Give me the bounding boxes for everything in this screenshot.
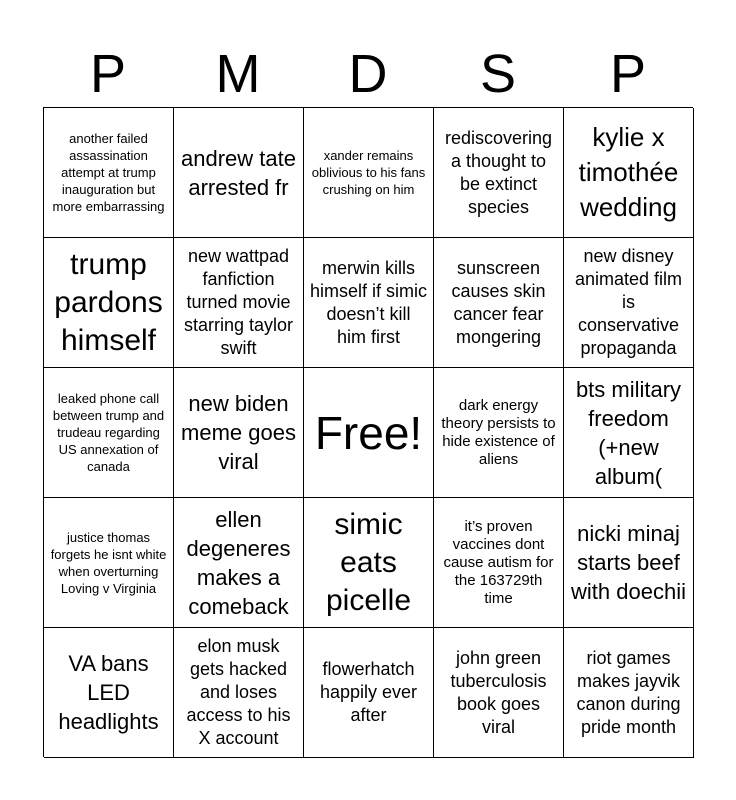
bingo-cell[interactable]: [434, 628, 564, 758]
cell-text: new wattpad fanfiction turned movie starring taylor swift: [183, 246, 294, 358]
bingo-cell[interactable]: [304, 108, 434, 238]
cell-text: riot games makes jayvik canon during pride month: [576, 647, 681, 737]
bingo-board: [43, 107, 693, 757]
cell-text: john green tuberculosis book goes viral: [450, 647, 547, 737]
cell-text: flowerhatch happily ever after: [319, 659, 418, 725]
cell-text: new disney animated film is conservative propaganda: [574, 246, 683, 358]
cell-text: kylie x timothée wedding: [578, 122, 679, 222]
bingo-cell[interactable]: [44, 238, 174, 368]
cell-text: new biden meme goes viral: [181, 391, 296, 474]
cell-text: trump pardons himself: [54, 247, 163, 357]
header-letter-1: P: [89, 44, 127, 104]
bingo-cell[interactable]: [434, 498, 564, 628]
bingo-cell[interactable]: [174, 628, 304, 758]
bingo-cell[interactable]: [44, 368, 174, 498]
bingo-cell[interactable]: [174, 108, 304, 238]
cell-text: another failed assassination attempt at trump inauguration but more embarrassing: [52, 131, 165, 214]
bingo-cell[interactable]: [564, 498, 694, 628]
bingo-cell[interactable]: [434, 108, 564, 238]
cell-text: VA bans LED headlights: [58, 651, 159, 734]
cell-text: xander remains oblivious to his fans crushing on him: [311, 148, 426, 197]
cell-text: justice thomas forgets he isnt white when overturning Loving v Virginia: [50, 529, 167, 596]
cell-text: merwin kills himself if simic doesn’t kill him first: [310, 257, 428, 347]
bingo-cell[interactable]: [44, 108, 174, 238]
cell-text: nicki minaj starts beef with doechii: [571, 521, 686, 604]
bingo-cell[interactable]: [564, 368, 694, 498]
header-letter-3: D: [348, 44, 388, 104]
bingo-cell[interactable]: [44, 498, 174, 628]
header-letter-2: M: [215, 44, 261, 104]
bingo-cell[interactable]: [44, 628, 174, 758]
free-space-cell[interactable]: [304, 368, 434, 498]
bingo-cell[interactable]: [304, 498, 434, 628]
bingo-cell[interactable]: [174, 498, 304, 628]
cell-text: dark energy theory persists to hide existence of aliens: [441, 396, 556, 468]
cell-text: leaked phone call between trump and trudeau regarding US annexation of canada: [52, 391, 165, 474]
header-letter-5: P: [609, 44, 647, 104]
bingo-cell[interactable]: [174, 368, 304, 498]
bingo-cell[interactable]: [564, 628, 694, 758]
bingo-cell[interactable]: [434, 238, 564, 368]
bingo-header: [43, 40, 693, 108]
cell-text: it’s proven vaccines dont cause autism for the 163729th time: [443, 517, 554, 607]
bingo-cell[interactable]: [564, 238, 694, 368]
cell-text: elon musk gets hacked and loses access to his X account: [186, 636, 291, 748]
bingo-cell[interactable]: [304, 628, 434, 758]
cell-text: ellen degeneres makes a comeback: [186, 506, 291, 619]
cell-text: sunscreen causes skin cancer fear mongering: [451, 257, 546, 347]
bingo-cell[interactable]: [304, 238, 434, 368]
header-letter-4: S: [479, 44, 517, 104]
bingo-cell[interactable]: [174, 238, 304, 368]
bingo-cell[interactable]: [564, 108, 694, 238]
cell-text: rediscovering a thought to be extinct species: [444, 127, 553, 217]
free-space-text: Free!: [314, 406, 423, 459]
cell-text: bts military freedom (+new album(: [575, 376, 682, 489]
cell-text: simic eats picelle: [325, 507, 412, 617]
bingo-cell[interactable]: [434, 368, 564, 498]
cell-text: andrew tate arrested fr: [181, 145, 296, 200]
